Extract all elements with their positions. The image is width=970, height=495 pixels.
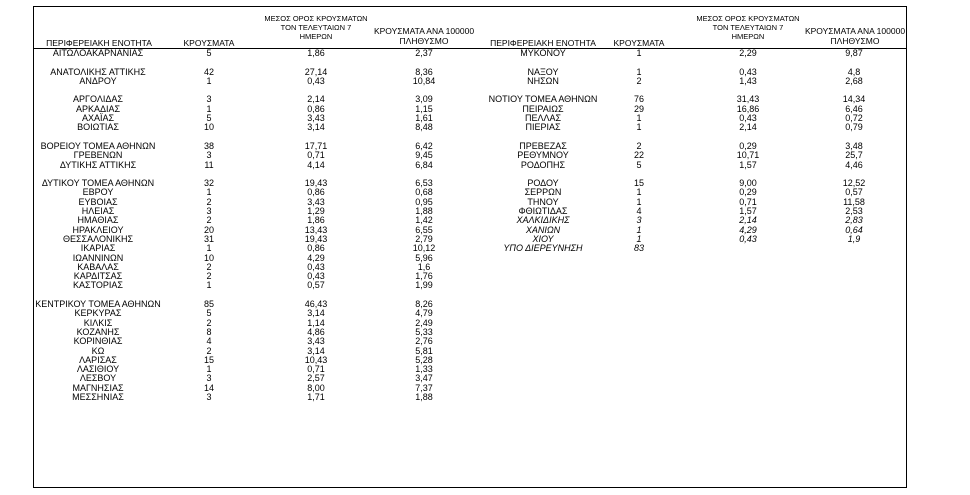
left-region-name: ΚΑΣΤΟΡΙΑΣ [73, 280, 123, 291]
left-region-name: ΒΟΙΩΤΙΑΣ [77, 122, 119, 133]
left-cases-value: 11 [204, 159, 214, 170]
left-avg-value: 0,86 [307, 187, 325, 198]
left-region-name: ΛΕΣΒΟΥ [79, 373, 117, 384]
left-avg-value: 46,43 [304, 299, 328, 310]
right-cases-value: 83 [633, 243, 644, 254]
right-cases-column [606, 49, 672, 254]
left-cases-value: 2 [206, 317, 212, 328]
left-region-name: ΑΧΑΪΑΣ [81, 113, 115, 124]
left-per100k-value: 1,15 [415, 103, 433, 114]
left-header-per100k-line1: ΚΡΟΥΣΜΑΤΑ ΑΝΑ 100000 [373, 26, 475, 36]
left-region-name: ΚΟΖΑΝΗΣ [76, 326, 120, 337]
right-header-region: ΠΕΡΙΦΕΡΕΙΑΚΗ ΕΝΟΤΗΤΑ [490, 38, 596, 48]
right-region-name: ΤΗΝΟΥ [527, 196, 559, 207]
left-avg-value: 1,29 [307, 206, 325, 217]
right-avg-value: 0,43 [739, 113, 757, 124]
left-cases-value: 3 [206, 94, 212, 105]
right-header-per100k [796, 27, 914, 46]
left-avg-value: 0,57 [307, 280, 325, 291]
right-region-name: ΧΑΛΚΙΔΙΚΗΣ [516, 215, 570, 226]
right-region-name: ΧΑΝΙΩΝ [525, 224, 561, 235]
right-per100k-value: 0,57 [845, 187, 863, 198]
left-avg-value: 0,71 [307, 150, 325, 161]
left-per100k-value: 1,76 [415, 271, 433, 282]
left-per100k-value: 1,99 [415, 280, 433, 291]
left-header-avg [256, 14, 376, 41]
left-region-name: ΙΩΑΝΝΙΝΩΝ [72, 252, 124, 263]
left-region-name: ΑΡΓΟΛΙΔΑΣ [73, 94, 123, 105]
left-per100k-value: 7,37 [415, 382, 433, 393]
left-per100k-value: 0,68 [415, 187, 433, 198]
right-cases-value: 1 [636, 196, 642, 207]
left-region-name: ΜΕΣΣΗΝΙΑΣ [72, 391, 124, 402]
right-header-avg-line3: ΗΜΕΡΩΝ [731, 32, 765, 41]
left-cases-value: 14 [203, 382, 214, 393]
left-cases-value: 31 [203, 233, 214, 244]
right-per100k-value: 4,8 [847, 66, 861, 77]
left-header-region: ΠΕΡΙΦΕΡΕΙΑΚΗ ΕΝΟΤΗΤΑ [46, 38, 152, 48]
left-region-name: ΑΙΤΩΛΟΑΚΑΡΝΑΝΙΑΣ [52, 48, 144, 58]
left-region-name: ΗΜΑΘΙΑΣ [77, 215, 119, 226]
left-cases-value: 2 [206, 196, 212, 207]
left-cases-value: 1 [206, 364, 212, 375]
left-cases-value: 15 [203, 354, 214, 365]
left-cases-value: 1 [206, 243, 212, 254]
right-per100k-value: 1,9 [847, 233, 861, 244]
right-region-name: ΜΥΚΟΝΟΥ [520, 48, 566, 58]
right-per100k-value: 6,46 [845, 103, 863, 114]
left-avg-value: 8,00 [307, 382, 325, 393]
right-region-name: ΡΕΘΥΜΝΟΥ [517, 150, 569, 161]
right-header-avg-line2: ΤΟΝ ΤΕΛΕΥΤΑΙΩΝ 7 [712, 23, 784, 32]
right-per100k-value: 3,48 [845, 140, 863, 151]
right-per100k-value: 12,52 [842, 178, 866, 189]
left-cases-value: 2 [206, 261, 212, 272]
left-per100k-value: 2,76 [415, 336, 433, 347]
left-per100k-value: 3,09 [415, 94, 433, 105]
left-per100k-value: 3,47 [415, 373, 433, 384]
left-avg-value: 0,86 [307, 103, 325, 114]
right-avg-value: 31,43 [736, 94, 760, 105]
left-region-name: ΚΩ [91, 345, 105, 356]
right-per100k-value: 2,53 [845, 206, 863, 217]
right-avg-value: 0,43 [739, 233, 757, 244]
left-cases-value: 1 [206, 280, 212, 291]
left-avg-value: 0,43 [307, 75, 325, 86]
left-region-name: ΕΒΡΟΥ [82, 187, 114, 198]
left-avg-value: 3,14 [307, 308, 325, 319]
right-header-per100k-line1: ΚΡΟΥΣΜΑΤΑ ΑΝΑ 100000 [804, 26, 906, 36]
left-region-column [33, 49, 163, 402]
left-cases-column [176, 49, 242, 402]
left-region-name: ΓΡΕΒΕΝΩΝ [73, 150, 123, 161]
right-cases-value: 1 [636, 66, 642, 77]
left-per100k-value: 10,12 [412, 243, 436, 254]
left-header-per100k [365, 27, 483, 46]
left-cases-value: 3 [206, 373, 212, 384]
left-header-avg-line2: ΤΟΝ ΤΕΛΕΥΤΑΙΩΝ 7 [280, 23, 352, 32]
left-per100k-value: 2,37 [415, 48, 433, 58]
left-region-name: ΚΕΡΚΥΡΑΣ [74, 308, 122, 319]
left-avg-value: 10,43 [304, 354, 328, 365]
right-region-name: ΧΙΟΥ [532, 233, 554, 244]
right-cases-value: 15 [633, 178, 644, 189]
right-region-name: ΝΗΣΩΝ [527, 75, 559, 86]
left-region-name: ΛΑΣΙΘΙΟΥ [76, 364, 120, 375]
right-per100k-value: 25,7 [845, 150, 863, 161]
right-cases-value: 2 [636, 75, 642, 86]
left-avg-value: 3,43 [307, 113, 325, 124]
left-per100k-value: 1,42 [415, 215, 433, 226]
right-per100k-value: 4,46 [845, 159, 863, 170]
left-per100k-value: 6,53 [415, 178, 433, 189]
left-avg-value: 3,14 [307, 122, 325, 133]
left-region-name: ΑΝΑΤΟΛΙΚΗΣ ΑΤΤΙΚΗΣ [50, 66, 146, 77]
right-header-avg-line1: ΜΕΣΟΣ ΟΡΟΣ ΚΡΟΥΣΜΑΤΩΝ [696, 14, 800, 23]
left-per100k-value: 2,49 [415, 317, 433, 328]
right-region-name: ΝΑΞΟΥ [527, 66, 559, 77]
left-cases-value: 5 [206, 113, 212, 124]
left-per100k-value: 0,95 [415, 196, 433, 207]
left-per100k-value: 1,6 [417, 261, 431, 272]
right-cases-value: 1 [636, 122, 642, 133]
right-avg-value: 0,29 [739, 187, 757, 198]
right-avg-value: 4,29 [739, 224, 757, 235]
right-avg-value: 9,00 [739, 178, 757, 189]
left-region-name: ΑΡΚΑΔΙΑΣ [75, 103, 121, 114]
left-cases-value: 3 [206, 206, 212, 217]
left-cases-value: 2 [206, 271, 212, 282]
right-border [906, 6, 907, 488]
right-cases-value: 29 [633, 103, 644, 114]
right-region-name: ΝΟΤΙΟΥ ΤΟΜΕΑ ΑΘΗΝΩΝ [488, 94, 598, 105]
left-per100k-value: 1,88 [415, 206, 433, 217]
left-region-name: ΗΛΕΙΑΣ [81, 206, 115, 217]
right-region-name: ΥΠΟ ΔΙΕΡΕΥΝΗΣΗ [503, 243, 583, 254]
right-per100k-value: 9,87 [845, 48, 863, 58]
right-per100k-value: 0,72 [845, 113, 863, 124]
left-region-name: ΔΥΤΙΚΗΣ ΑΤΤΙΚΗΣ [59, 159, 137, 170]
right-cases-value: 22 [633, 150, 644, 161]
left-per100k-value: 5,81 [415, 345, 433, 356]
right-cases-value: 1 [636, 187, 642, 198]
left-avg-value: 4,14 [307, 159, 325, 170]
left-cases-value: 42 [203, 66, 214, 77]
left-per100k-value: 5,96 [415, 252, 433, 263]
right-region-name: ΡΟΔΟΥ [527, 178, 559, 189]
left-cases-value: 10 [203, 252, 214, 263]
right-region-name: ΠΙΕΡΙΑΣ [525, 122, 561, 133]
left-per100k-value: 1,88 [415, 391, 433, 402]
left-per100k-value: 1,61 [415, 113, 433, 124]
right-avg-value: 2,14 [739, 215, 757, 226]
right-avg-value: 0,29 [739, 140, 757, 151]
right-avg-value: 10,71 [736, 150, 760, 161]
left-region-name: ΙΚΑΡΙΑΣ [80, 243, 116, 254]
right-avg-value: 2,14 [739, 122, 757, 133]
left-cases-value: 1 [206, 187, 212, 198]
left-per100k-value: 5,33 [415, 326, 433, 337]
left-avg-value: 4,29 [307, 252, 325, 263]
left-per100k-column [384, 49, 464, 402]
right-avg-column [708, 49, 788, 254]
right-region-name: ΡΟΔΟΠΗΣ [520, 159, 566, 170]
left-region-name: ΜΑΓΝΗΣΙΑΣ [72, 382, 124, 393]
left-cases-value: 4 [206, 336, 212, 347]
right-avg-value: 1,43 [739, 75, 757, 86]
right-avg-value: 2,29 [739, 48, 757, 58]
left-cases-value: 8 [206, 326, 212, 337]
left-region-name: ΒΟΡΕΙΟΥ ΤΟΜΕΑ ΑΘΗΝΩΝ [40, 140, 156, 151]
right-cases-value: 3 [636, 215, 642, 226]
right-per100k-value: 2,83 [845, 215, 863, 226]
left-header-per100k-line2: ΠΛΗΘΥΣΜΟ [399, 35, 449, 46]
right-per100k-value: 0,79 [845, 122, 863, 133]
left-per100k-value: 10,84 [412, 75, 436, 86]
left-avg-value: 1,86 [307, 48, 325, 58]
left-header-avg-line1: ΜΕΣΟΣ ΟΡΟΣ ΚΡΟΥΣΜΑΤΩΝ [264, 14, 368, 23]
left-region-name: ΚΑΒΑΛΑΣ [77, 261, 119, 272]
left-region-name: ΕΥΒΟΙΑΣ [78, 196, 118, 207]
left-per100k-value: 6,84 [415, 159, 433, 170]
left-avg-value: 0,43 [307, 271, 325, 282]
left-cases-value: 3 [206, 150, 212, 161]
left-per100k-value: 8,36 [415, 66, 433, 77]
right-region-name: ΠΕΙΡΑΙΩΣ [522, 103, 564, 114]
left-cases-value: 1 [206, 103, 212, 114]
left-per100k-value: 6,42 [415, 140, 433, 151]
left-avg-value: 0,86 [307, 243, 325, 254]
top-border [33, 6, 907, 7]
left-per100k-value: 8,26 [415, 299, 433, 310]
left-region-name: ΑΝΔΡΟΥ [79, 75, 117, 86]
left-cases-value: 2 [206, 345, 212, 356]
left-avg-value: 3,43 [307, 336, 325, 347]
right-cases-value: 1 [636, 113, 642, 124]
right-avg-value: 1,57 [739, 206, 757, 217]
left-header-avg-line3: ΗΜΕΡΩΝ [299, 32, 333, 41]
left-per100k-value: 6,55 [415, 224, 433, 235]
left-per100k-value: 4,79 [415, 308, 433, 319]
left-per100k-value: 5,28 [415, 354, 433, 365]
left-cases-value: 5 [206, 308, 212, 319]
left-cases-value: 5 [206, 48, 212, 58]
left-region-name: ΚΙΛΚΙΣ [83, 317, 113, 328]
bottom-border [33, 487, 907, 488]
left-avg-value: 13,43 [304, 224, 328, 235]
right-region-column [478, 49, 608, 254]
left-per100k-value: 1,33 [415, 364, 433, 375]
left-cases-value: 1 [206, 75, 212, 86]
left-per100k-value: 9,45 [415, 150, 433, 161]
left-avg-value: 1,86 [307, 215, 325, 226]
right-avg-value: 0,43 [739, 66, 757, 77]
right-avg-value: 1,57 [739, 159, 757, 170]
right-per100k-value: 0,64 [845, 224, 863, 235]
right-avg-value: 16,86 [736, 103, 760, 114]
left-region-name: ΚΟΡΙΝΘΙΑΣ [73, 336, 123, 347]
right-region-name: ΦΘΙΩΤΙΔΑΣ [518, 206, 568, 217]
left-region-name: ΛΑΡΙΣΑΣ [79, 354, 117, 365]
left-avg-value: 0,43 [307, 261, 325, 272]
left-avg-value: 4,86 [307, 326, 325, 337]
right-cases-value: 4 [636, 206, 642, 217]
left-avg-value: 19,43 [304, 178, 328, 189]
left-per100k-value: 2,79 [415, 233, 433, 244]
left-avg-value: 27,14 [304, 66, 328, 77]
left-avg-value: 0,71 [307, 364, 325, 375]
right-cases-value: 1 [636, 48, 642, 58]
left-cases-value: 20 [203, 224, 214, 235]
left-cases-value: 38 [203, 140, 214, 151]
left-avg-value: 2,14 [307, 94, 325, 105]
left-region-name: ΗΡΑΚΛΕΙΟΥ [72, 224, 124, 235]
right-per100k-value: 14,34 [842, 94, 866, 105]
left-cases-value: 85 [203, 299, 214, 310]
right-per100k-value: 2,68 [845, 75, 863, 86]
right-header-per100k-line2: ΠΛΗΘΥΣΜΟ [830, 35, 880, 46]
right-per100k-value: 11,58 [843, 196, 865, 207]
left-avg-value: 2,57 [307, 373, 325, 384]
left-avg-column [276, 49, 356, 402]
left-region-name: ΚΕΝΤΡΙΚΟΥ ΤΟΜΕΑ ΑΘΗΝΩΝ [35, 299, 161, 310]
left-avg-value: 1,71 [307, 391, 325, 402]
right-header-cases: ΚΡΟΥΣΜΑΤΑ [613, 38, 665, 48]
left-avg-value: 19,43 [304, 233, 328, 244]
right-region-name: ΣΕΡΡΩΝ [524, 187, 562, 198]
left-cases-value: 3 [206, 391, 212, 402]
right-cases-value: 76 [633, 94, 644, 105]
left-avg-value: 1,14 [307, 317, 325, 328]
left-cases-value: 2 [206, 215, 212, 226]
right-per100k-column [814, 49, 894, 254]
left-per100k-value: 8,48 [415, 122, 433, 133]
right-cases-value: 1 [636, 233, 642, 244]
right-region-name: ΠΡΕΒΕΖΑΣ [519, 140, 567, 151]
right-cases-value: 1 [636, 224, 642, 235]
left-header-cases: ΚΡΟΥΣΜΑΤΑ [183, 38, 235, 48]
left-cases-value: 10 [203, 122, 214, 133]
right-avg-value [708, 244, 788, 253]
left-region-name: ΚΑΡΔΙΤΣΑΣ [73, 271, 123, 282]
right-header-avg [688, 14, 808, 41]
right-cases-value: 5 [636, 159, 642, 170]
right-avg-value: 0,71 [739, 196, 757, 207]
left-region-name: ΘΕΣΣΑΛΟΝΙΚΗΣ [62, 233, 134, 244]
left-avg-value: 3,14 [307, 345, 325, 356]
left-avg-value: 3,43 [307, 196, 325, 207]
right-per100k-value [814, 244, 894, 253]
right-region-name: ΠΕΛΛΑΣ [524, 113, 562, 124]
left-cases-value: 32 [203, 178, 214, 189]
left-avg-value: 17,71 [304, 140, 328, 151]
right-cases-value: 2 [636, 140, 642, 151]
left-region-name: ΔΥΤΙΚΟΥ ΤΟΜΕΑ ΑΘΗΝΩΝ [41, 178, 155, 189]
